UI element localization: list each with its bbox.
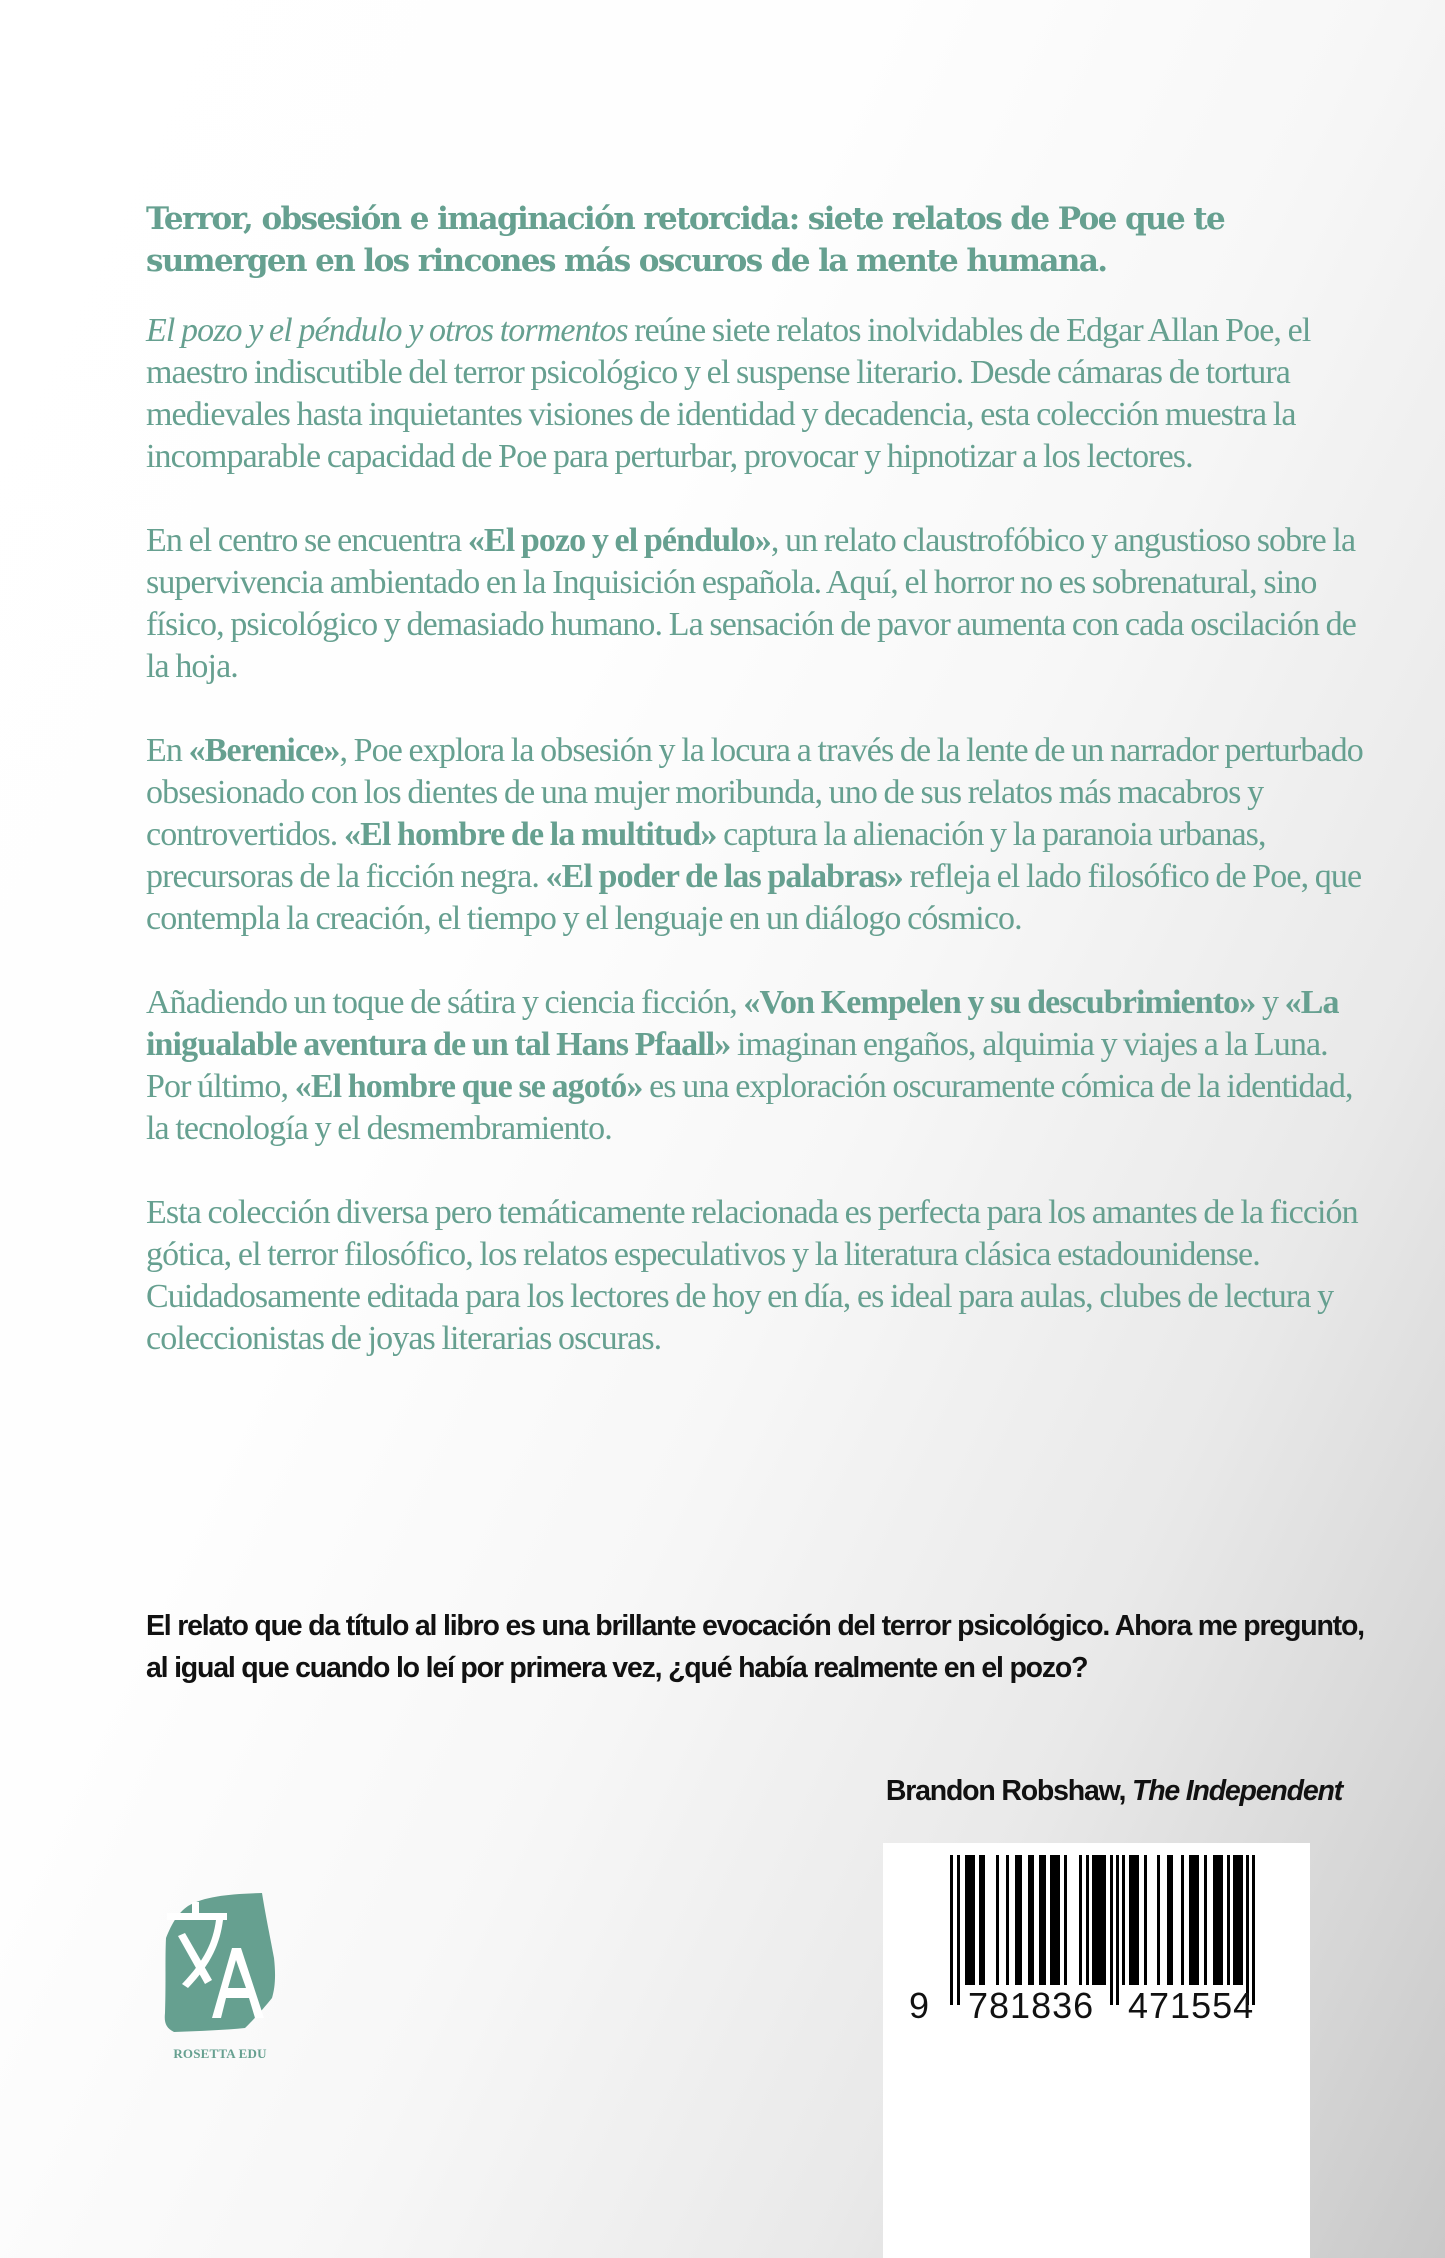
review-source (886, 1775, 1342, 1808)
publisher-name: ROSETTA EDU (173, 2046, 267, 2061)
barcode-bars (938, 1855, 1268, 2005)
isbn-digits-right: 471554 (1128, 1985, 1255, 2026)
story-title: «El hombre de la multitud» (344, 816, 717, 853)
paragraph-text: y (1255, 984, 1285, 1021)
paragraph-text: es una exploración oscuramente cómica de la identidad, la tecnología y el desmembramiento. (146, 1068, 1353, 1147)
paragraph-text: Añadiendo un toque de sátira y ciencia ficción, (146, 984, 744, 1021)
paragraph-text: refleja el lado filosófico de Poe, que contempla la creación, el tiempo y el lenguaje en un diálogo cósmico. (146, 858, 1362, 937)
paragraph-1 (146, 310, 1366, 478)
review-quote: El relato que da título al libro es una brillante evocación del terror psicológico. Ahora me pregunto, al igual que cuando lo leí por primera vez, ¿qué había realmente en el pozo? (146, 1610, 1364, 1684)
isbn-digits-left: 781836 (968, 1985, 1095, 2026)
story-title: «El poder de las palabras» (545, 858, 903, 895)
paragraph-4 (146, 982, 1366, 1150)
publisher-logo (150, 1888, 290, 2068)
isbn-barcode (883, 1843, 1310, 2258)
paragraph-text: , un relato claustrofóbico y angustioso sobre la supervivencia ambientado en la Inquisición española. Aquí, el horror no es sobrenatural, sino físico, psicológico y demasiado humano. La sensación de pavor aumenta con cada oscilación de la hoja. (146, 522, 1356, 685)
translate-stone-icon (150, 1888, 290, 2043)
story-title: «La inigualable aventura de un tal Hans Pfaall» (146, 984, 1339, 1063)
paragraph-5 (146, 1192, 1366, 1360)
blurb (146, 198, 1366, 1402)
story-title: «Von Kempelen y su descubrimiento» (743, 984, 1256, 1021)
book-title: El pozo y el péndulo y otros tormentos (146, 312, 628, 349)
paragraph-text: reúne siete relatos inolvidables de Edgar Allan Poe, el maestro indiscutible del terror psicológico y el suspense literario. Desde cámaras de tortura medievales hasta inquietantes visiones de identidad y decadencia, esta colección muestra la incomparable capacidad de Poe para perturbar, provocar y hipnotizar a los lectores. (146, 312, 1311, 475)
paragraph-text: captura la alienación y la paranoia urbanas, precursoras de la ficción negra. (146, 816, 1266, 895)
paragraph-3 (146, 730, 1366, 940)
isbn-digit-first: 9 (909, 1985, 931, 2026)
paragraph-text: Esta colección diversa pero temáticamente relacionada es perfecta para los amantes de la ficción gótica, el terror filosófico, los relatos especulativos y la literatura clásica estadounidense. Cuidadosamente editada para los lectores de hoy en día, es ideal para aulas, clubes de lectura y coleccionistas de joyas literarias oscuras. (146, 1194, 1358, 1357)
story-title: «El pozo y el péndulo» (467, 522, 771, 559)
story-title: «El hombre que se agotó» (294, 1068, 643, 1105)
paragraph-text: , Poe explora la obsesión y la locura a través de la lente de un narrador perturbado obsesionado con los dientes de una mujer moribunda, uno de sus relatos más macabros y controvertidos. (146, 732, 1363, 853)
paragraph-text: En el centro se encuentra (146, 522, 468, 559)
paragraph-text: imaginan engaños, alquimia y viajes a la Luna. Por último, (146, 1026, 1328, 1105)
review-author: Brandon Robshaw, (885, 1775, 1132, 1807)
review-publication: The Independent (1131, 1775, 1342, 1807)
story-title: «Berenice» (188, 732, 340, 769)
paragraph-text: En (146, 732, 189, 769)
paragraph-2 (146, 520, 1366, 688)
tagline: Terror, obsesión e imaginación retorcida: siete relatos de Poe que te sumergen en los rincones más oscuros de la mente humana. (146, 201, 1225, 279)
